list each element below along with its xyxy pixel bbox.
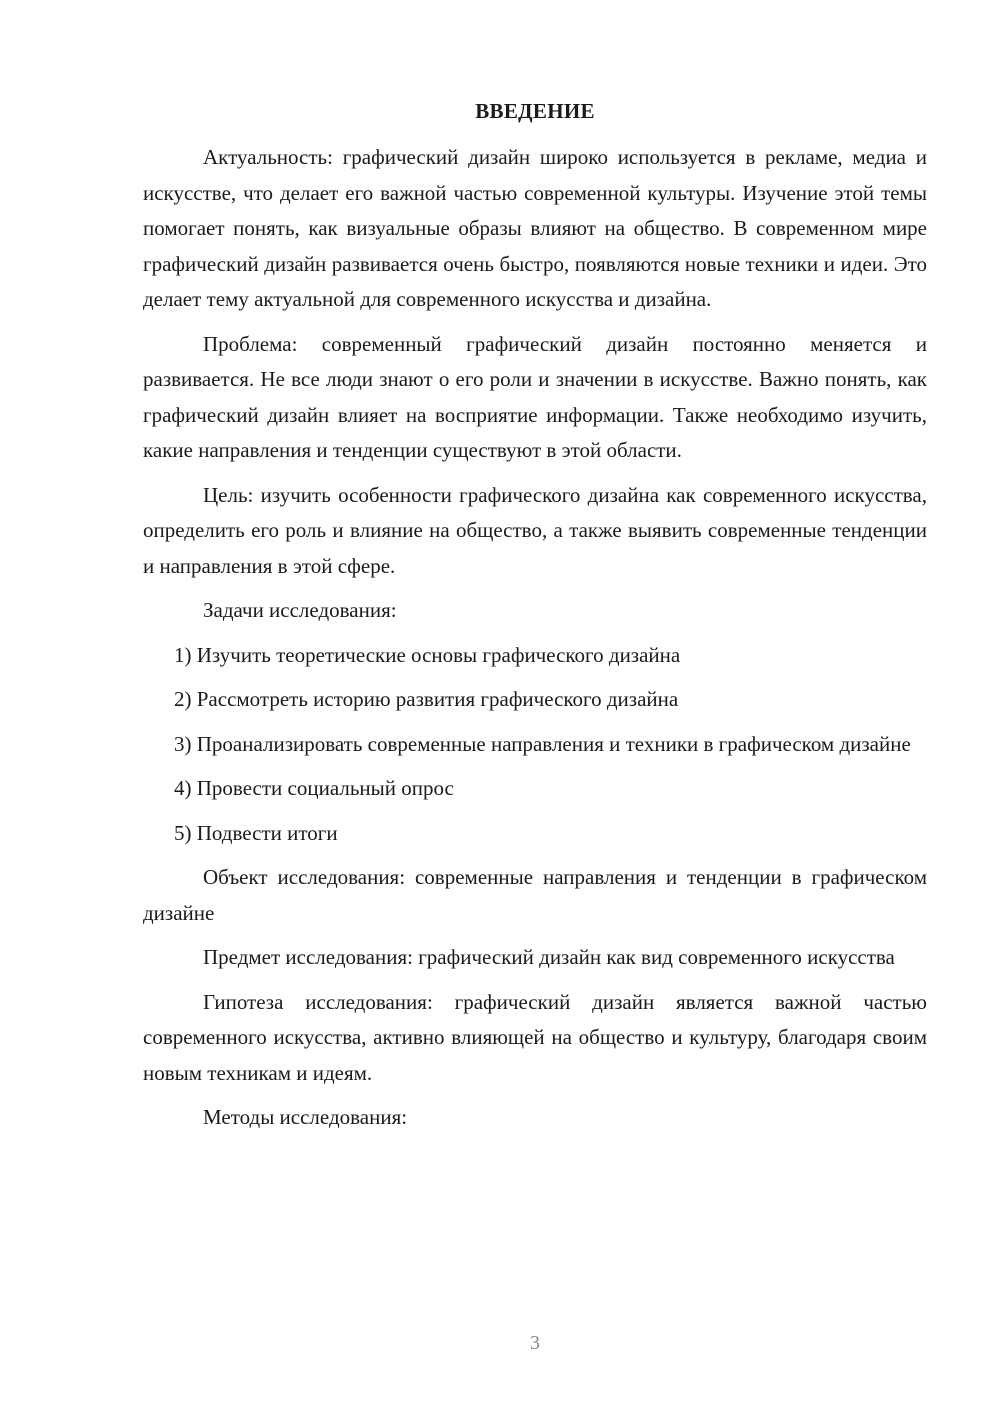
- paragraph-hypothesis: Гипотеза исследования: графический дизайн является важной частью современного искусства, активно влияющей на общество и культуру, благодаря своим новым техникам и идеям.: [143, 989, 927, 1085]
- paragraph-methods: Методы исследования:: [203, 1105, 408, 1129]
- page-title: ВВЕДЕНИЕ: [475, 99, 595, 123]
- paragraph-subject: Предмет исследования: графический дизайн как вид современного искусства: [203, 945, 895, 969]
- paragraph-goal: Цель: изучить особенности графического дизайна как современного искусства, определить его роль и влияние на общество, а также выявить современные тенденции и направления в этой сфере.: [143, 482, 927, 578]
- document-body: [143, 140, 927, 1145]
- task-item-4: 4) Провести социальный опрос: [174, 776, 454, 800]
- paragraph-object: Объект исследования: современные направления и тенденции в графическом дизайне: [143, 865, 927, 925]
- paragraph-relevance: Актуальность: графический дизайн широко используется в рекламе, медиа и искусстве, что делает его важной частью современной культуры. Изучение этой темы помогает понять, как визуальные образы влияют на общество. В современном мире графический дизайн развивается очень быстро, появляются новые техники и идеи. Это делает тему актуальной для современного искусства и дизайна.: [143, 145, 927, 311]
- task-item-2: 2) Рассмотреть историю развития графического дизайна: [174, 687, 679, 711]
- task-item-3: 3) Проанализировать современные направления и техники в графическом дизайне: [174, 731, 911, 756]
- page-number: 3: [530, 1332, 540, 1354]
- paragraph-problem: Проблема: современный графический дизайн постоянно меняется и развивается. Не все люди знают о его роли и значении в искусстве. Важно понять, как графический дизайн влияет на восприятие информации. Также необходимо изучить, какие направления и тенденции существуют в этой области.: [143, 331, 927, 462]
- paragraph-tasks-heading: Задачи исследования:: [203, 598, 397, 622]
- task-item-5: 5) Подвести итоги: [174, 820, 338, 845]
- task-item-1: 1) Изучить теоретические основы графического дизайна: [174, 642, 681, 667]
